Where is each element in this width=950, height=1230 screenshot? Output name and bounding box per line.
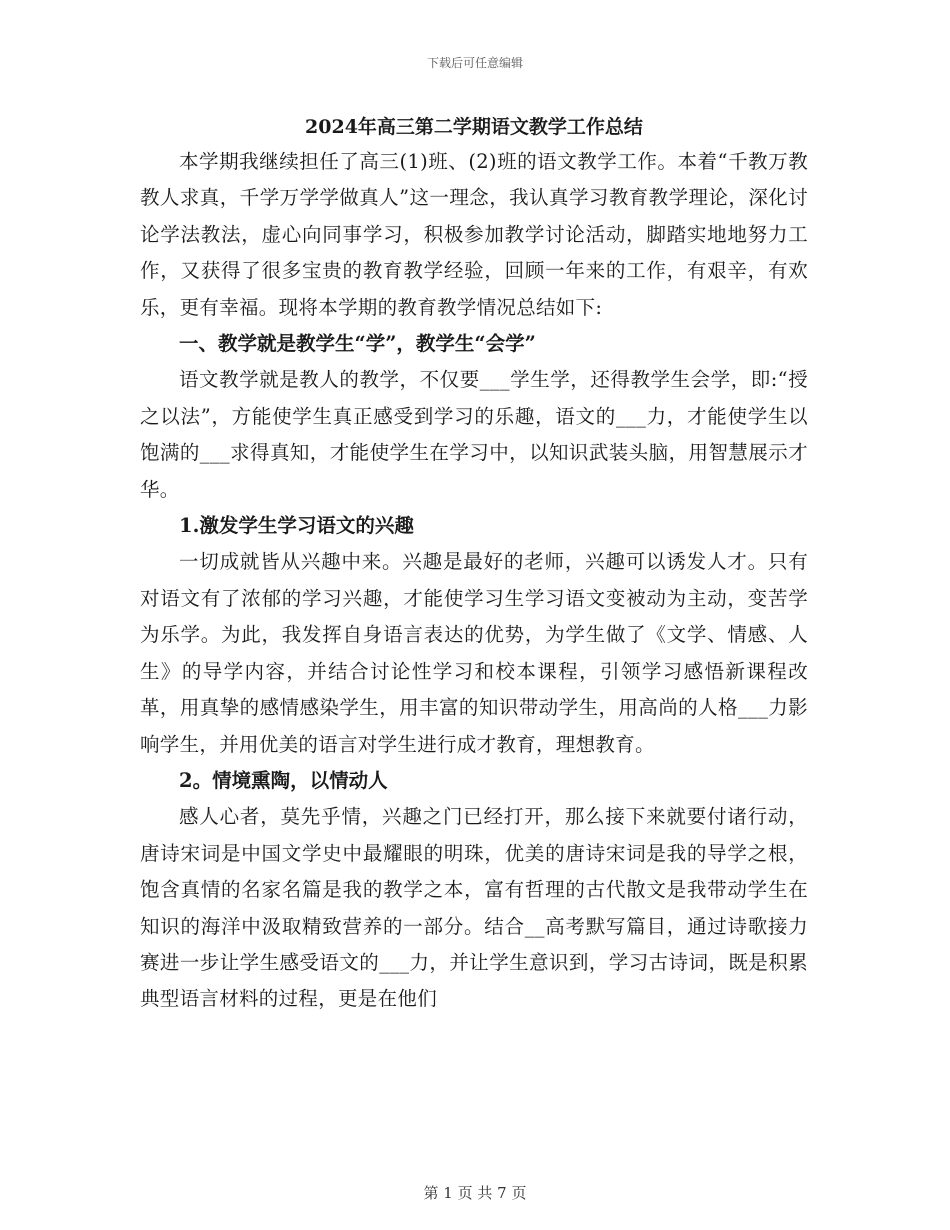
document-body xyxy=(140,112,808,1018)
subsection-2-paragraph: 感人心者，莫先乎情，兴趣之门已经打开，那么接下来就要付诸行动，唐诗宋词是中国文学史中最耀眼的明珠，优美的唐诗宋词是我的导学之根，饱含真情的名家名篇是我的教学之本，富有哲理的古代散文是我带动学生在知识的海洋中汲取精致营养的一部分。结合__高考默写篇目，通过诗歌接力赛进一步让学生感受语文的___力，并让学生意识到，学习古诗词，既是积累典型语言材料的过程，更是在他们 xyxy=(140,805,808,1011)
page-footer: 第 1 页 共 7 页 xyxy=(423,1184,527,1202)
subsection-2-heading: 2。情境熏陶，以情动人 xyxy=(179,768,388,792)
subsection-1-heading: 1.激发学生学习语文的兴趣 xyxy=(179,514,414,538)
subsection-1-paragraph: 一切成就皆从兴趣中来。兴趣是最好的老师，兴趣可以诱发人才。只有对语文有了浓郁的学习兴趣，才能使学习生学习语文变被动为主动，变苦学为乐学。为此，我发挥自身语言表达的优势，为学生做了《文学、情感、人生》的导学内容，并结合讨论性学习和校本课程，引领学习感悟新课程改革，用真挚的感情感染学生，用丰富的知识带动学生，用高尚的人格___力影响学生，并用优美的语言对学生进行成才教育，理想教育。 xyxy=(140,550,808,756)
header-note: 下载后可任意编辑 xyxy=(426,56,523,70)
intro-paragraph: 本学期我继续担任了高三(1)班、(2)班的语文教学工作。本着“千教万教教人求真，千学万学学做真人”这一理念，我认真学习教育教学理论，深化讨论学法教法，虚心向同事学习，积极参加教学讨论活动，脚踏实地地努力工作，又获得了很多宝贵的教育教学经验，回顾一年来的工作，有艰辛，有欢乐，更有幸福。现将本学期的教育教学情况总结如下: xyxy=(140,150,808,319)
section-1-paragraph: 语文教学就是教人的教学，不仅要___学生学，还得教学生会学，即:“授之以法”，方能使学生真正感受到学习的乐趣，语文的___力，才能使学生以饱满的___求得真知，才能使学生在学习中，以知识武装头脑，用智慧展示才华。 xyxy=(140,368,808,501)
section-1-heading: 一、教学就是教学生“学”，教学生“会学” xyxy=(179,332,536,356)
document-title: 2024年高三第二学期语文教学工作总结 xyxy=(305,116,643,138)
